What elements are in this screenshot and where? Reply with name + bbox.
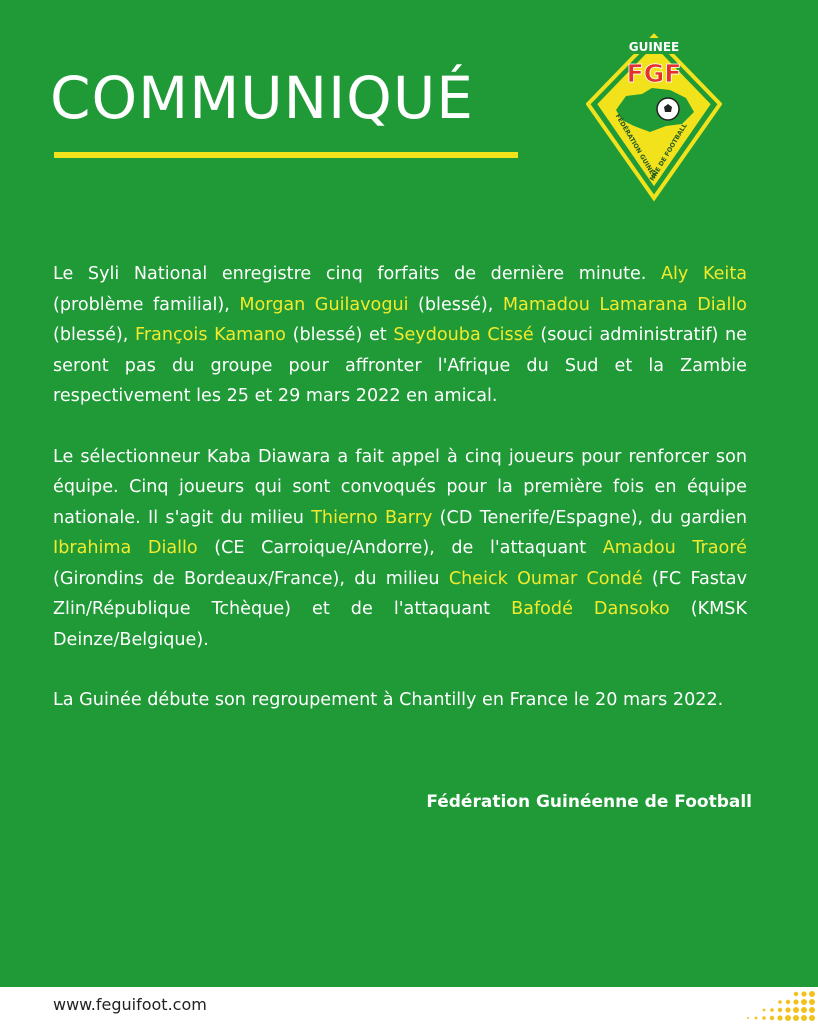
paragraph-text: (FC Fastav Zlin/République Tchèque) et de l'attaquant [53,568,747,619]
paragraph-regroupement: La Guinée débute son regroupement à Chantilly en France le 20 mars 2022. [53,690,724,710]
footer-url-link[interactable]: www.feguifoot.com [53,995,207,1014]
player-name: Ibrahima Diallo [53,538,198,558]
paragraph-text: (blessé), [408,294,503,315]
player-name: Bafodé Dansoko [511,599,670,619]
dot-pattern-icon [728,988,818,1024]
player-name: François Kamano [134,325,286,345]
paragraph-text: (Girondins de Bordeaux/France), du milieu [53,568,449,589]
communique-body [53,259,747,746]
player-name: Seydouba Cissé [393,325,534,345]
paragraph-text: Le sélectionneur Kaba Diawara a fait appel à cinq joueurs pour renforcer son équipe. Cinq joueurs qui sont convoqués pour la première fois en équipe nationale. Il s'agit du milieu [53,446,747,528]
logo-initials: FGF [626,59,682,88]
title-underline [54,152,518,158]
paragraph-text: (souci administratif) ne seront pas du groupe pour affronter l'Afrique du Sud et la Zambie respectivement les 25 et 29 mars 2022 en amical. [53,325,747,406]
page-title: COMMUNIQUÉ [50,64,474,132]
paragraph-text: (CE Carroique/Andorre), de l'attaquant [197,538,603,558]
paragraph-text: Le Syli National enregistre cinq forfaits de dernière minute. [53,264,661,284]
paragraph-text: (problème familial), [53,294,240,315]
paragraph-text: (KMSK Deinze/Belgique). [53,599,747,650]
player-name: Morgan Guilavogui [239,294,409,315]
paragraph-text: (blessé) et [285,325,394,345]
logo-ring-text: FÉDÉRATION GUINÉENNE DE FOOTBALL [613,113,689,183]
paragraph-text: (blessé), [53,325,135,345]
player-name: Cheick Oumar Condé [448,568,643,589]
player-name: Amadou Traoré [602,538,747,558]
player-name: Mamadou Lamarana Diallo [502,294,748,315]
signature: Fédération Guinéenne de Football [426,792,752,812]
player-name: Thierno Barry [311,507,433,528]
paragraph-new-players [53,442,747,656]
logo-top-text: GUINEE [628,40,680,54]
paragraph-forfaits [53,259,747,412]
fgf-logo-icon [586,32,722,202]
player-name: Aly Keita [661,264,747,284]
paragraph-text: (CD Tenerife/Espagne), du gardien [432,507,747,528]
